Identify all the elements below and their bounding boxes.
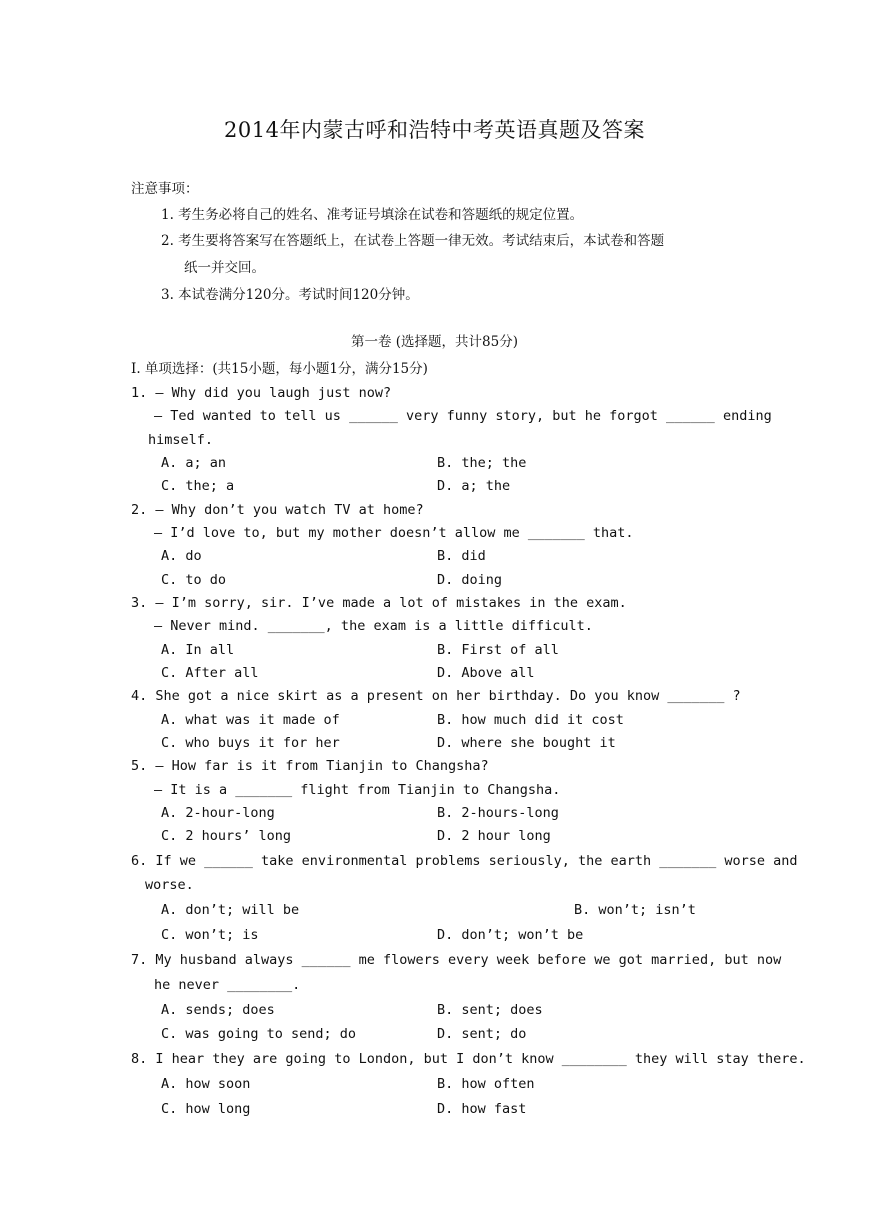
notes-heading: 注意事项： bbox=[131, 181, 199, 197]
question-3-stem: 3. — I’m sorry, sir. I’ve made a lot of mistakes in the exam. bbox=[131, 595, 627, 611]
question-2-stem: 2. — Why don’t you watch TV at home? bbox=[131, 502, 424, 518]
question-3-option-b: B. First of all bbox=[437, 642, 559, 658]
question-1-line-3: himself. bbox=[148, 432, 214, 448]
question-3-line-2: — Never mind. _______, the exam is a little difficult. bbox=[154, 618, 593, 634]
page-title: 2014年内蒙古呼和浩特中考英语真题及答案 bbox=[224, 118, 645, 142]
question-6-line-2: worse. bbox=[145, 877, 194, 893]
question-4-stem: 4. She got a nice skirt as a present on her birthday. Do you know _______ ? bbox=[131, 688, 741, 704]
question-8-option-d: D. how fast bbox=[437, 1101, 527, 1117]
question-7-option-a: A. sends; does bbox=[161, 1002, 275, 1018]
section-title: 第一卷 (选择题，共计85分) bbox=[350, 334, 518, 350]
question-4-option-b: B. how much did it cost bbox=[437, 712, 624, 728]
question-5-option-a: A. 2-hour-long bbox=[161, 805, 275, 821]
question-6-option-c: C. won’t; is bbox=[161, 927, 259, 943]
question-4-option-d: D. where she bought it bbox=[437, 735, 616, 751]
question-6-option-b: B. won’t; isn’t bbox=[574, 902, 696, 918]
question-5-stem: 5. — How far is it from Tianjin to Changsha? bbox=[131, 758, 489, 774]
notes-item-2-continued: 纸一并交回。 bbox=[184, 260, 265, 276]
question-5-option-c: C. 2 hours’ long bbox=[161, 828, 292, 844]
question-1-option-c: C. the; a bbox=[161, 478, 235, 494]
notes-item-1: 1. 考生务必将自己的姓名、准考证号填涂在试卷和答题纸的规定位置。 bbox=[161, 207, 584, 223]
question-5-option-d: D. 2 hour long bbox=[437, 828, 551, 844]
question-6-option-d: D. don’t; won’t be bbox=[437, 927, 584, 943]
question-7-option-b: B. sent; does bbox=[437, 1002, 543, 1018]
question-2-line-2: — I’d love to, but my mother doesn’t allow me _______ that. bbox=[154, 525, 634, 541]
question-2-option-d: D. doing bbox=[437, 572, 503, 588]
question-4-option-c: C. who buys it for her bbox=[161, 735, 340, 751]
question-4-option-a: A. what was it made of bbox=[161, 712, 340, 728]
question-1-line-2: — Ted wanted to tell us ______ very funny story, but he forgot ______ ending bbox=[154, 408, 772, 424]
question-7-stem: 7. My husband always ______ me flowers every week before we got married, but now bbox=[131, 952, 782, 968]
question-5-option-b: B. 2-hours-long bbox=[437, 805, 559, 821]
question-8-stem: 8. I hear they are going to London, but I don’t know ________ they will stay there. bbox=[131, 1051, 806, 1067]
question-3-option-a: A. In all bbox=[161, 642, 235, 658]
question-3-option-d: D. Above all bbox=[437, 665, 535, 681]
question-8-option-b: B. how often bbox=[437, 1076, 535, 1092]
question-1-stem: 1. — Why did you laugh just now? bbox=[131, 385, 392, 401]
question-1-option-d: D. a; the bbox=[437, 478, 511, 494]
question-7-option-d: D. sent; do bbox=[437, 1026, 527, 1042]
part-title: I. 单项选择：(共15小题，每小题1分，满分15分) bbox=[131, 361, 428, 377]
question-6-stem: 6. If we ______ take environmental problems seriously, the earth _______ worse and bbox=[131, 853, 798, 869]
question-5-line-2: — It is a _______ flight from Tianjin to Changsha. bbox=[154, 782, 561, 798]
question-3-option-c: C. After all bbox=[161, 665, 259, 681]
question-1-option-a: A. a; an bbox=[161, 455, 227, 471]
question-2-option-c: C. to do bbox=[161, 572, 227, 588]
question-7-line-2: he never ________. bbox=[154, 977, 301, 993]
question-8-option-c: C. how long bbox=[161, 1101, 251, 1117]
question-7-option-c: C. was going to send; do bbox=[161, 1026, 357, 1042]
notes-item-2: 2. 考生要将答案写在答题纸上，在试卷上答题一律无效。考试结束后，本试卷和答题 bbox=[161, 233, 665, 249]
question-1-option-b: B. the; the bbox=[437, 455, 527, 471]
question-6-option-a: A. don’t; will be bbox=[161, 902, 300, 918]
question-2-option-a: A. do bbox=[161, 548, 202, 564]
notes-item-3: 3. 本试卷满分120分。考试时间120分钟。 bbox=[161, 287, 419, 303]
question-8-option-a: A. how soon bbox=[161, 1076, 251, 1092]
question-2-option-b: B. did bbox=[437, 548, 486, 564]
